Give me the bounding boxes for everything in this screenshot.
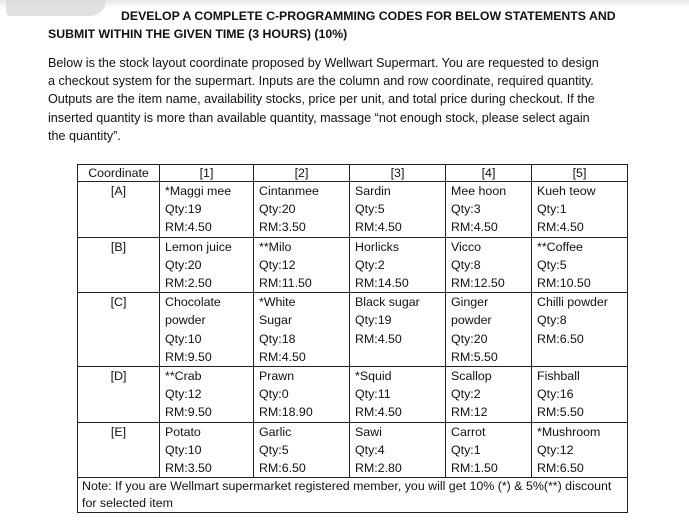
cell-line: Qty:1 [451, 442, 481, 457]
description-line: inserted quantity is more than available quantity, massage “not enough stock, please select again [48, 110, 590, 125]
row-coordinate: [A] [78, 182, 160, 238]
cell-line: RM:10.50 [537, 276, 591, 291]
cell-line: Carrot [451, 424, 486, 439]
table-row [78, 237, 628, 293]
description-paragraph [48, 54, 658, 145]
cell-line: Sardin [355, 184, 391, 198]
stock-cell [446, 367, 532, 423]
stock-cell [160, 367, 254, 423]
cell-line: RM:6.50 [537, 331, 584, 346]
cell-line: RM:1.50 [451, 461, 498, 476]
stock-cell [532, 237, 628, 293]
cell-line: RM:2.50 [165, 276, 212, 291]
stock-cell [160, 422, 254, 478]
stock-cell [446, 293, 532, 367]
cell-line: Qty:20 [165, 257, 202, 272]
stock-cell [254, 237, 350, 293]
cell-line: Qty:18 [259, 331, 296, 346]
row-coordinate: [E] [78, 422, 160, 478]
description-line: Below is the stock layout coordinate proposed by Wellwart Supermart. You are requested to design [48, 56, 599, 70]
stock-cell [350, 367, 446, 423]
cell-line: *Maggi mee [165, 184, 232, 198]
cell-line: Potato [165, 424, 201, 439]
stock-cell [254, 182, 350, 238]
stock-cell [532, 367, 628, 423]
cell-line: *Mushroom [537, 424, 601, 439]
stock-cell [160, 182, 254, 238]
cell-line: Qty:12 [165, 387, 202, 402]
stock-cell [350, 182, 446, 238]
cell-line: RM:4.50 [537, 220, 584, 235]
stock-cell [160, 237, 254, 293]
cell-line: powder [165, 313, 206, 328]
cell-line: Kueh teow [537, 184, 596, 198]
header-column-5: [5] [532, 165, 628, 182]
header-column-4: [4] [446, 165, 532, 182]
cell-line: Qty:20 [259, 202, 296, 217]
cell-line: Qty:10 [165, 442, 202, 457]
cell-line: Qty:20 [451, 331, 488, 346]
stock-cell [254, 293, 350, 367]
cell-line: powder [451, 313, 492, 328]
stock-cell [446, 237, 532, 293]
cell-line: RM:14.50 [355, 276, 409, 291]
cell-line: Chilli powder [537, 295, 608, 310]
cell-line: **Crab [165, 369, 202, 384]
stock-cell [532, 182, 628, 238]
cell-line: Qty:5 [355, 202, 385, 217]
cell-line: Qty:5 [537, 257, 567, 272]
cell-line: Sawi [355, 424, 382, 439]
description-line: the quantity”. [48, 128, 121, 143]
cell-line: RM:4.50 [259, 349, 306, 364]
stock-layout-table [77, 164, 628, 513]
header-row [78, 165, 628, 182]
stock-cell [532, 293, 628, 367]
stock-cell [446, 182, 532, 238]
cell-line: RM:12.50 [451, 276, 505, 291]
header-column-1: [1] [160, 165, 254, 182]
cell-line: Horlicks [355, 239, 400, 254]
cell-line: RM:3.50 [259, 220, 306, 235]
note-row [78, 478, 628, 513]
cell-line: RM:4.50 [355, 331, 402, 346]
description-line: a checkout system for the supermart. Inputs are the column and row coordinate, required quantity. [48, 74, 594, 89]
cell-line: Qty:11 [355, 387, 391, 402]
cell-line: RM:4.50 [355, 220, 402, 235]
cell-line: RM:4.50 [355, 405, 402, 420]
cell-line: Ginger [451, 295, 489, 310]
table-row [78, 293, 628, 367]
cell-line: Qty:4 [355, 442, 385, 457]
cell-line: Chocolate [165, 295, 221, 310]
cell-line: RM:12 [451, 405, 488, 420]
cell-line: RM:2.80 [355, 461, 402, 476]
cell-line: Prawn [259, 369, 295, 384]
cell-line: Sugar [259, 313, 293, 328]
row-coordinate: [D] [78, 367, 160, 423]
cell-line: Black sugar [355, 295, 420, 310]
cell-line: Qty:16 [537, 387, 574, 402]
heading-line-1: DEVELOP A COMPLETE C-PROGRAMMING CODES FOR BELOW STATEMENTS AND [121, 9, 616, 23]
cell-line: Qty:8 [451, 257, 481, 272]
cell-line: Fishball [537, 369, 580, 384]
cell-line: Qty:12 [259, 257, 296, 272]
row-coordinate: [C] [78, 293, 160, 367]
cell-line: Garlic [259, 424, 292, 439]
cell-line: *Squid [355, 369, 392, 384]
cell-line: Qty:8 [537, 313, 567, 328]
cell-line: Qty:19 [355, 313, 392, 328]
cell-line: RM:9.50 [165, 405, 212, 420]
stock-cell [446, 422, 532, 478]
cell-line: Qty:10 [165, 331, 202, 346]
cell-line: RM:5.50 [537, 405, 584, 420]
cell-line: Qty:3 [451, 202, 481, 217]
cell-line: RM:5.50 [451, 349, 498, 364]
cell-line: Qty:2 [355, 257, 385, 272]
table-row [78, 182, 628, 238]
redaction-mark [6, 0, 106, 16]
stock-cell [160, 293, 254, 367]
table-row [78, 367, 628, 423]
cell-line: **Milo [259, 239, 292, 254]
cell-line: Qty:12 [537, 442, 574, 457]
cell-line: **Coffee [537, 239, 583, 254]
cell-line: Qty:5 [259, 442, 289, 457]
cell-line: Qty:2 [451, 387, 481, 402]
cell-line: RM:6.50 [537, 461, 584, 476]
stock-cell [254, 367, 350, 423]
table-body [78, 165, 628, 513]
cell-line: Cintanmee [259, 184, 319, 198]
description-line: Outputs are the item name, availability stocks, price per unit, and total price during checkout. If the [48, 92, 595, 107]
cell-line: RM:18.90 [259, 405, 313, 420]
stock-cell [254, 422, 350, 478]
stock-cell [350, 422, 446, 478]
header-coordinate: Coordinate [78, 165, 160, 182]
cell-line: RM:6.50 [259, 461, 306, 476]
cell-line: RM:3.50 [165, 461, 212, 476]
cell-line: Scallop [451, 369, 492, 384]
header-column-3: [3] [350, 165, 446, 182]
stock-cell [532, 422, 628, 478]
header-column-2: [2] [254, 165, 350, 182]
cell-line: Qty:1 [537, 202, 567, 217]
cell-line: Lemon juice [165, 239, 232, 254]
cell-line: RM:4.50 [451, 220, 498, 235]
heading-line-2: SUBMIT WITHIN THE GIVEN TIME (3 HOURS) (10%) [48, 27, 348, 41]
cell-line: RM:11.50 [259, 276, 312, 291]
stock-cell [350, 237, 446, 293]
discount-note: Note: If you are Wellmart supermarket registered member, you will get 10% (*) & 5%(**) discount for selected item [78, 478, 628, 513]
table-row [78, 422, 628, 478]
cell-line: Qty:19 [165, 202, 202, 217]
cell-line: RM:9.50 [165, 349, 212, 364]
cell-line: Qty:0 [259, 387, 289, 402]
cell-line: Vicco [451, 239, 482, 254]
cell-line: *White [259, 295, 296, 310]
cell-line: Mee hoon [451, 184, 507, 198]
stock-cell [350, 293, 446, 367]
cell-line: RM:4.50 [165, 220, 212, 235]
row-coordinate: [B] [78, 237, 160, 293]
